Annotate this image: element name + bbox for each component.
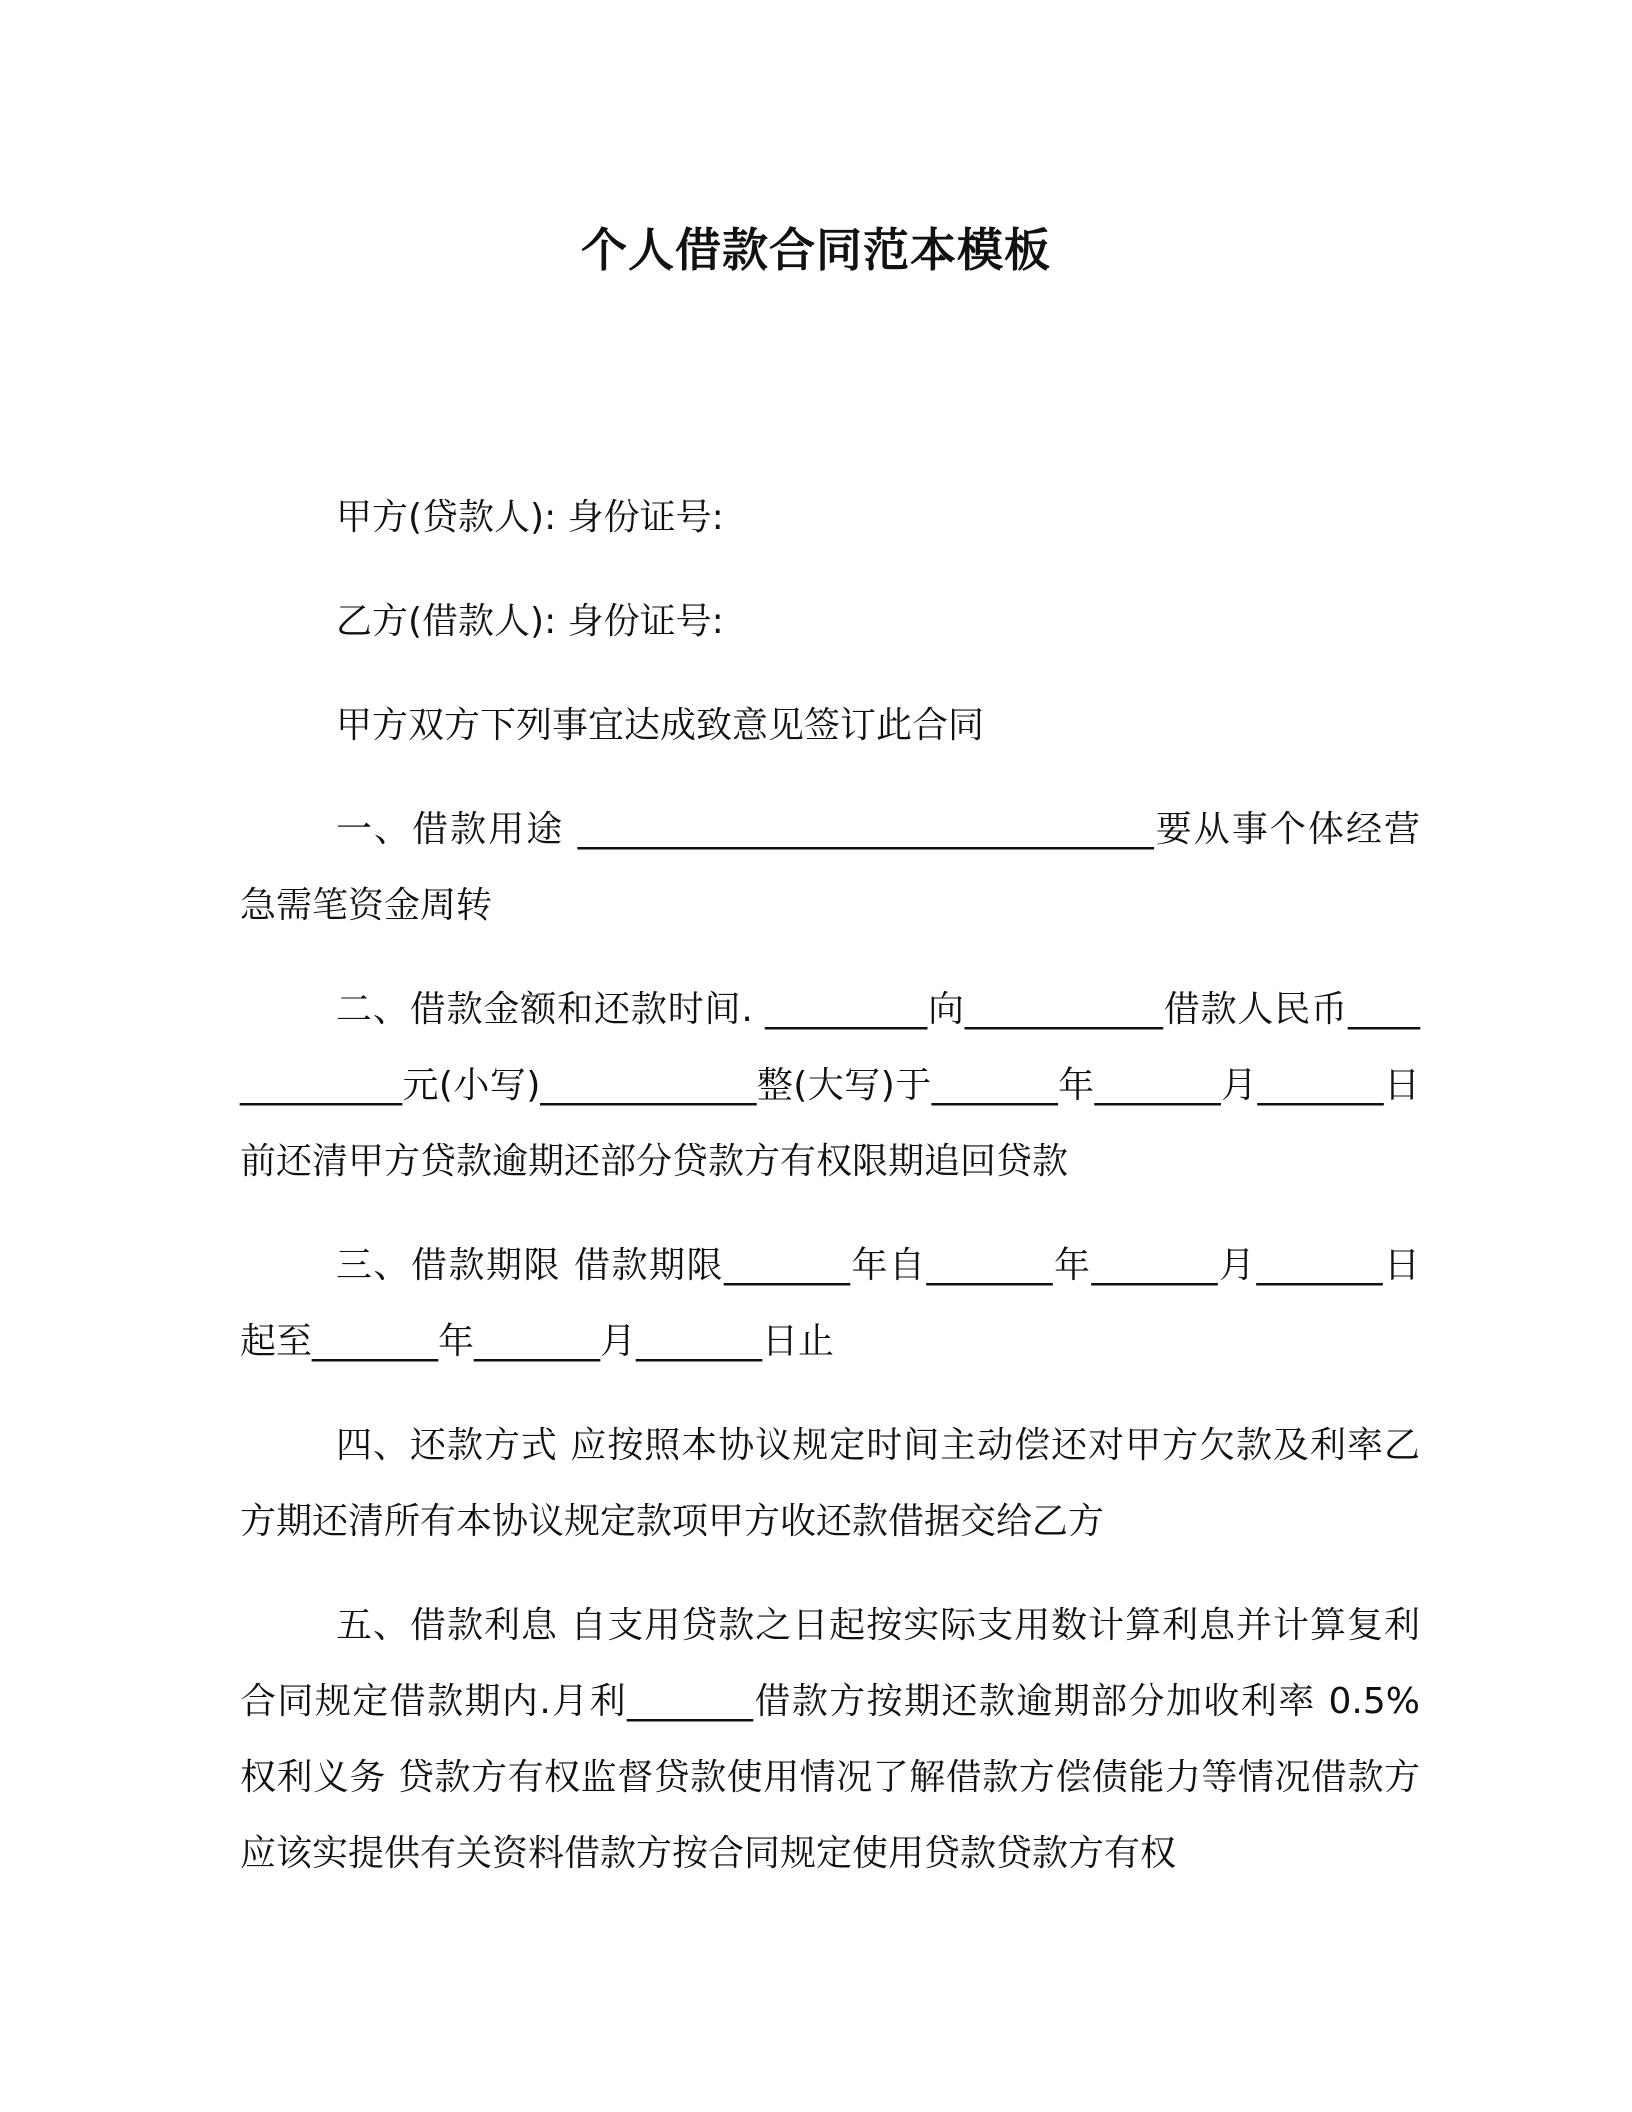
clause-1-loan-purpose: 一、借款用途 ________________________________要从事个体经营急需笔资金周转	[240, 809, 1420, 926]
agreement-intro: 甲方双方下列事宜达成致意见签订此合同	[336, 705, 985, 746]
document-title: 个人借款合同范本模板	[581, 223, 1051, 277]
party-b-line: 乙方(借款人): 身份证号:	[336, 601, 724, 642]
party-a-line: 甲方(贷款人): 身份证号:	[336, 497, 724, 538]
clause-4-repayment: 四、还款方式 应按照本协议规定时间主动偿还对甲方欠款及利率乙方期还清所有本协议规定款项甲方收还款借据交给乙方	[240, 1425, 1420, 1542]
clause-5-interest: 五、借款利息 自支用贷款之日起按实际支用数计算利息并计算复利合同规定借款期内.月利_______借款方按期还款逾期部分加收利率 0.5% 权利义务 贷款方有权监督贷款使用情况了解借款方偿债能力等情况借款方应该实提供有关资料借款方按合同规定使用贷款贷款方有权	[240, 1605, 1420, 1874]
clause-2-loan-amount: 二、借款金额和还款时间. _________向___________借款人民币_____________元(小写)____________整(大写)于_______年_______月_______日前还清甲方贷款逾期还部分贷款方有权限期追回贷款	[240, 989, 1420, 1182]
document-body	[240, 480, 1420, 1920]
clause-3-loan-term: 三、借款期限 借款期限_______年自_______年_______月_______日起至_______年_______月_______日止	[240, 1245, 1420, 1362]
